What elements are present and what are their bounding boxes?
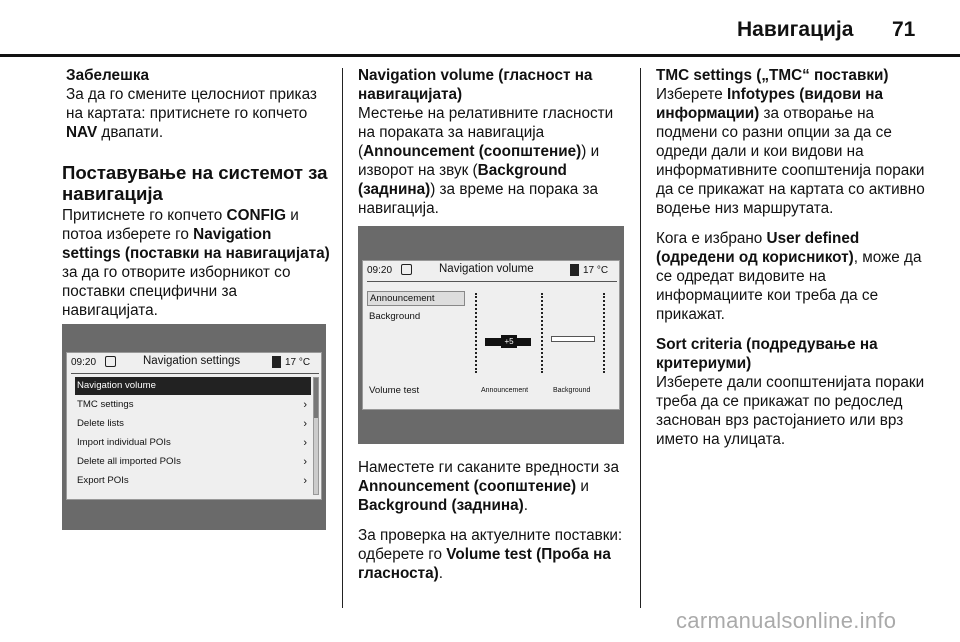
- background-item[interactable]: Background: [369, 311, 421, 322]
- tmc-settings-heading: TMC settings („TMC“ поставки): [656, 67, 889, 84]
- chevron-right-icon: ›: [303, 456, 307, 468]
- sort-criteria-heading: Sort criteria (подредување на критериуми): [656, 336, 878, 372]
- navigation-settings-screen: [66, 352, 322, 500]
- scrollbar-thumb[interactable]: [314, 378, 318, 418]
- infotypes-text: Изберете Infotypes (видови на информации) за отворање на подмени со разни опции за да се одреди дали и кои видови на информативните соопштенија пораки да се прикажат на картата со активно водење низ маршрутата.: [656, 86, 925, 217]
- announcement-slider-value: +5: [501, 335, 517, 348]
- announcement-slider-label: Announcement: [481, 387, 529, 394]
- column-3: [656, 66, 928, 460]
- menu-item-export-pois[interactable]: Export POIs ›: [75, 472, 311, 490]
- announcement-item[interactable]: Announcement: [367, 291, 465, 306]
- screen-title: Navigation settings: [143, 355, 241, 367]
- weather-icon: [272, 356, 281, 368]
- phone-icon: [105, 356, 116, 367]
- chevron-right-icon: ›: [303, 418, 307, 430]
- clock: 09:20: [367, 265, 393, 276]
- scrollbar[interactable]: [313, 377, 319, 495]
- clock: 09:20: [71, 357, 97, 368]
- column-2: [358, 66, 634, 229]
- temperature: 17 °C: [583, 265, 609, 276]
- set-values-text: Наместете ги саканите вредности за Announcement (соопштение) и Background (заднина).: [358, 459, 619, 514]
- volume-test-item[interactable]: Volume test: [369, 385, 420, 396]
- menu-item-import-pois[interactable]: Import individual POIs ›: [75, 434, 311, 452]
- navigation-volume-heading: Navigation volume (гласност на навигацијата): [358, 67, 593, 103]
- scale-column-2: [541, 293, 543, 373]
- phone-icon: [401, 264, 412, 275]
- page-number: 71: [892, 18, 916, 41]
- sort-criteria-text: Изберете дали соопштенијата пораки треба да се прикажат по редослед заснован врз растојанието или врз името на улицата.: [656, 374, 925, 448]
- section-title: Поставување на системот за навигација: [62, 162, 328, 204]
- column-divider-1: [342, 68, 343, 608]
- column-1-section: [62, 162, 334, 331]
- navigation-volume-text: Местење на релативните гласности на пораката за навигација (Announcement (соопштение)) и изворот на звук (Background (заднина)) за време на порака за навигација.: [358, 105, 614, 217]
- note-title: Забелешка: [66, 67, 149, 84]
- chevron-right-icon: ›: [303, 437, 307, 449]
- menu-item-delete-lists[interactable]: Delete lists ›: [75, 415, 311, 433]
- navigation-settings-screenshot: [62, 324, 326, 530]
- screen-title: Navigation volume: [439, 263, 534, 275]
- section-text: Притиснете го копчето CONFIG и потоа изберете го Navigation settings (поставки на навигацијата) за да го отворите изборникот со поставки специфични за навигацијата.: [62, 207, 330, 319]
- menu-item-tmc-settings[interactable]: TMC settings ›: [75, 396, 311, 414]
- chevron-right-icon: ›: [303, 399, 307, 411]
- navigation-volume-screenshot: [358, 226, 624, 444]
- page-header-title: Навигација: [737, 18, 854, 41]
- title-divider: [367, 281, 617, 282]
- menu-item-delete-imported-pois[interactable]: Delete all imported POIs ›: [75, 453, 311, 471]
- user-defined-text: Кога е избрано User defined (одредени од корисникот), може да се одредат видовите на информациите кои треба да се прикажат.: [656, 230, 922, 323]
- nav-key: NAV: [66, 124, 98, 141]
- title-divider: [71, 373, 319, 374]
- column-divider-2: [640, 68, 641, 608]
- watermark: carmanualsonline.info: [676, 608, 897, 633]
- background-slider-label: Background: [553, 387, 591, 394]
- scale-column-3: [603, 293, 605, 373]
- column-2-continued: [358, 458, 634, 594]
- weather-icon: [570, 264, 579, 276]
- scale-column-1: [475, 293, 477, 373]
- background-slider[interactable]: [551, 336, 595, 342]
- temperature: 17 °C: [285, 357, 311, 368]
- menu-item-navigation-volume[interactable]: Navigation volume: [75, 377, 311, 395]
- navigation-volume-screen: [362, 260, 620, 410]
- volume-test-text: За проверка на актуелните поставки: одберете го Volume test (Проба на гласноста).: [358, 527, 623, 582]
- note-text: За да го смените целосниот приказ на картата: притиснете го копчето NAV двапати.: [66, 86, 317, 141]
- chevron-right-icon: ›: [303, 475, 307, 487]
- column-1: [66, 66, 332, 153]
- header-rule: [0, 54, 960, 57]
